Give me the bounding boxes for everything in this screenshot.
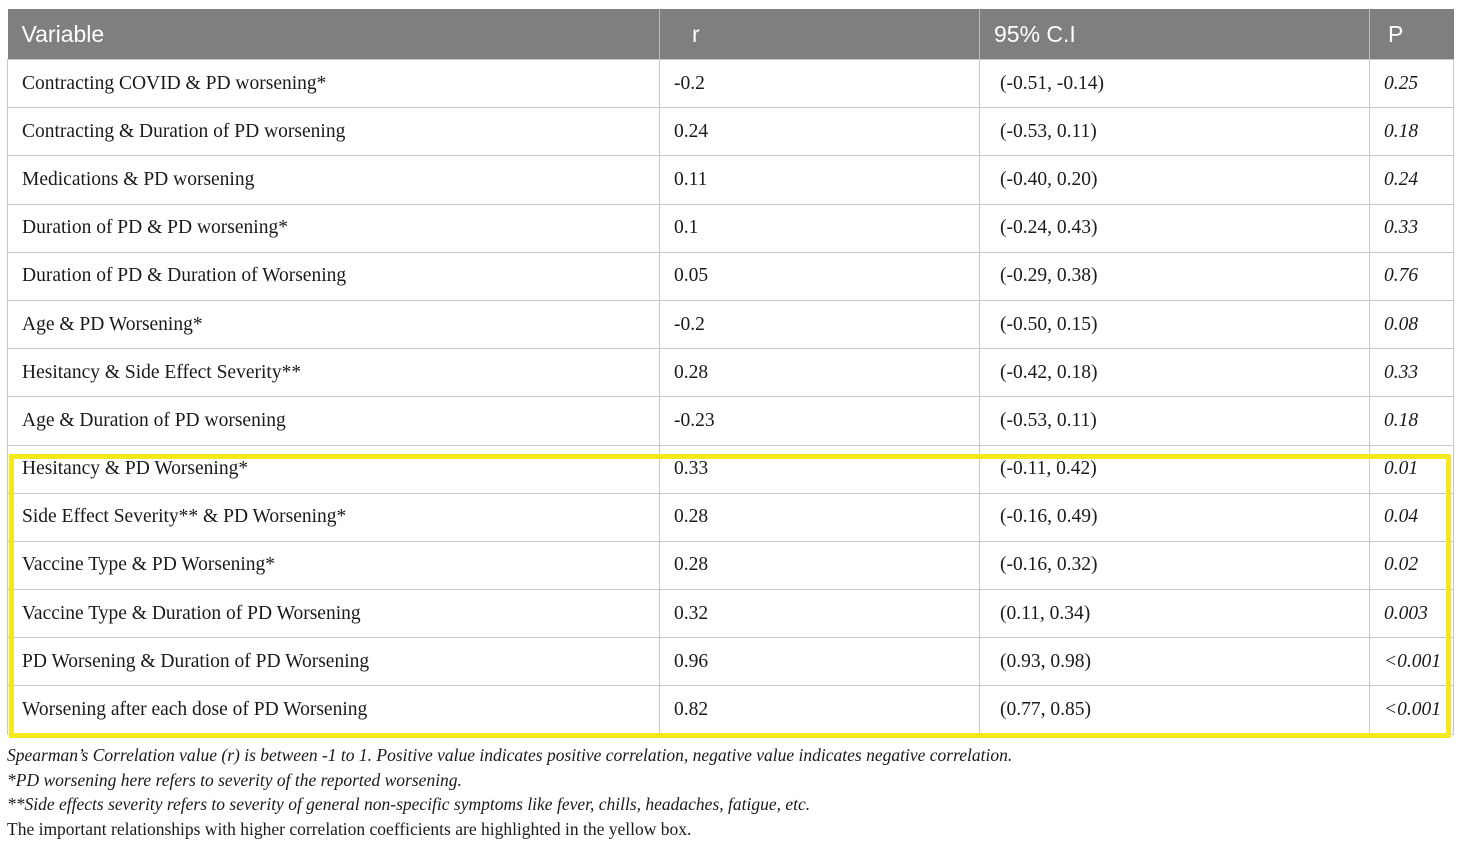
cell-p: 0.18 xyxy=(1370,397,1454,445)
correlation-table-container xyxy=(7,9,1453,735)
footnote-pd-worsening: *PD worsening here refers to severity of the reported worsening. xyxy=(7,769,462,790)
cell-r: 0.24 xyxy=(660,108,980,156)
header-variable: Variable xyxy=(8,9,660,60)
correlation-table xyxy=(7,9,1454,735)
cell-p: 0.25 xyxy=(1370,60,1454,108)
cell-variable: Age & Duration of PD worsening xyxy=(8,397,660,445)
cell-p: 0.33 xyxy=(1370,349,1454,397)
cell-ci: (-0.53, 0.11) xyxy=(980,108,1370,156)
cell-r: 0.1 xyxy=(660,204,980,252)
cell-variable: Duration of PD & Duration of Worsening xyxy=(8,252,660,300)
cell-ci: (-0.51, -0.14) xyxy=(980,60,1370,108)
cell-variable: Vaccine Type & PD Worsening* xyxy=(8,541,660,589)
cell-ci: (0.11, 0.34) xyxy=(980,590,1370,638)
header-p: P xyxy=(1370,9,1454,60)
cell-p: 0.76 xyxy=(1370,252,1454,300)
cell-r: 0.28 xyxy=(660,541,980,589)
cell-r: 0.33 xyxy=(660,445,980,493)
cell-r: -0.23 xyxy=(660,397,980,445)
cell-r: 0.11 xyxy=(660,156,980,204)
cell-r: -0.2 xyxy=(660,60,980,108)
cell-variable: Hesitancy & PD Worsening* xyxy=(8,445,660,493)
table-row xyxy=(8,445,1454,493)
cell-r: 0.96 xyxy=(660,638,980,686)
table-row xyxy=(8,349,1454,397)
table-body xyxy=(8,60,1454,735)
cell-ci: (-0.16, 0.49) xyxy=(980,493,1370,541)
cell-ci: (0.77, 0.85) xyxy=(980,686,1370,734)
table-row xyxy=(8,686,1454,734)
cell-p: 0.24 xyxy=(1370,156,1454,204)
cell-r: 0.32 xyxy=(660,590,980,638)
cell-r: 0.28 xyxy=(660,349,980,397)
table-row xyxy=(8,541,1454,589)
cell-ci: (-0.40, 0.20) xyxy=(980,156,1370,204)
cell-ci: (-0.29, 0.38) xyxy=(980,252,1370,300)
cell-ci: (-0.42, 0.18) xyxy=(980,349,1370,397)
table-row xyxy=(8,204,1454,252)
cell-ci: (-0.50, 0.15) xyxy=(980,300,1370,348)
cell-p: <0.001 xyxy=(1370,686,1454,734)
cell-p: <0.001 xyxy=(1370,638,1454,686)
cell-ci: (-0.53, 0.11) xyxy=(980,397,1370,445)
cell-variable: Contracting COVID & PD worsening* xyxy=(8,60,660,108)
footnote-highlight-note: The important relationships with higher correlation coefficients are highlighted in the yellow box. xyxy=(7,818,692,839)
cell-variable: Duration of PD & PD worsening* xyxy=(8,204,660,252)
table-row xyxy=(8,252,1454,300)
table-row xyxy=(8,493,1454,541)
cell-p: 0.08 xyxy=(1370,300,1454,348)
cell-variable: PD Worsening & Duration of PD Worsening xyxy=(8,638,660,686)
header-row xyxy=(8,9,1454,60)
cell-p: 0.33 xyxy=(1370,204,1454,252)
cell-ci: (-0.16, 0.32) xyxy=(980,541,1370,589)
cell-variable: Side Effect Severity** & PD Worsening* xyxy=(8,493,660,541)
cell-variable: Worsening after each dose of PD Worsening xyxy=(8,686,660,734)
cell-p: 0.02 xyxy=(1370,541,1454,589)
cell-p: 0.01 xyxy=(1370,445,1454,493)
cell-variable: Contracting & Duration of PD worsening xyxy=(8,108,660,156)
cell-ci: (-0.24, 0.43) xyxy=(980,204,1370,252)
cell-ci: (0.93, 0.98) xyxy=(980,638,1370,686)
table-row xyxy=(8,397,1454,445)
header-ci: 95% C.I xyxy=(980,9,1370,60)
table-footnotes xyxy=(7,743,1453,841)
footnote-side-effects: **Side effects severity refers to severity of general non-specific symptoms like fever, chills, headaches, fatigue, etc. xyxy=(7,794,811,814)
footnote-spearman: Spearman’s Correlation value (r) is between -1 to 1. Positive value indicates positive correlation, negative value indicates negative correlation. xyxy=(7,745,1013,765)
cell-r: 0.05 xyxy=(660,252,980,300)
cell-r: 0.28 xyxy=(660,493,980,541)
cell-r: -0.2 xyxy=(660,300,980,348)
table-row xyxy=(8,638,1454,686)
cell-ci: (-0.11, 0.42) xyxy=(980,445,1370,493)
cell-variable: Medications & PD worsening xyxy=(8,156,660,204)
cell-variable: Vaccine Type & Duration of PD Worsening xyxy=(8,590,660,638)
cell-r: 0.82 xyxy=(660,686,980,734)
cell-p: 0.18 xyxy=(1370,108,1454,156)
header-r: r xyxy=(660,9,980,60)
table-row xyxy=(8,590,1454,638)
cell-variable: Age & PD Worsening* xyxy=(8,300,660,348)
table-row xyxy=(8,108,1454,156)
table-row xyxy=(8,300,1454,348)
table-row xyxy=(8,156,1454,204)
cell-variable: Hesitancy & Side Effect Severity** xyxy=(8,349,660,397)
cell-p: 0.04 xyxy=(1370,493,1454,541)
cell-p: 0.003 xyxy=(1370,590,1454,638)
table-row xyxy=(8,60,1454,108)
